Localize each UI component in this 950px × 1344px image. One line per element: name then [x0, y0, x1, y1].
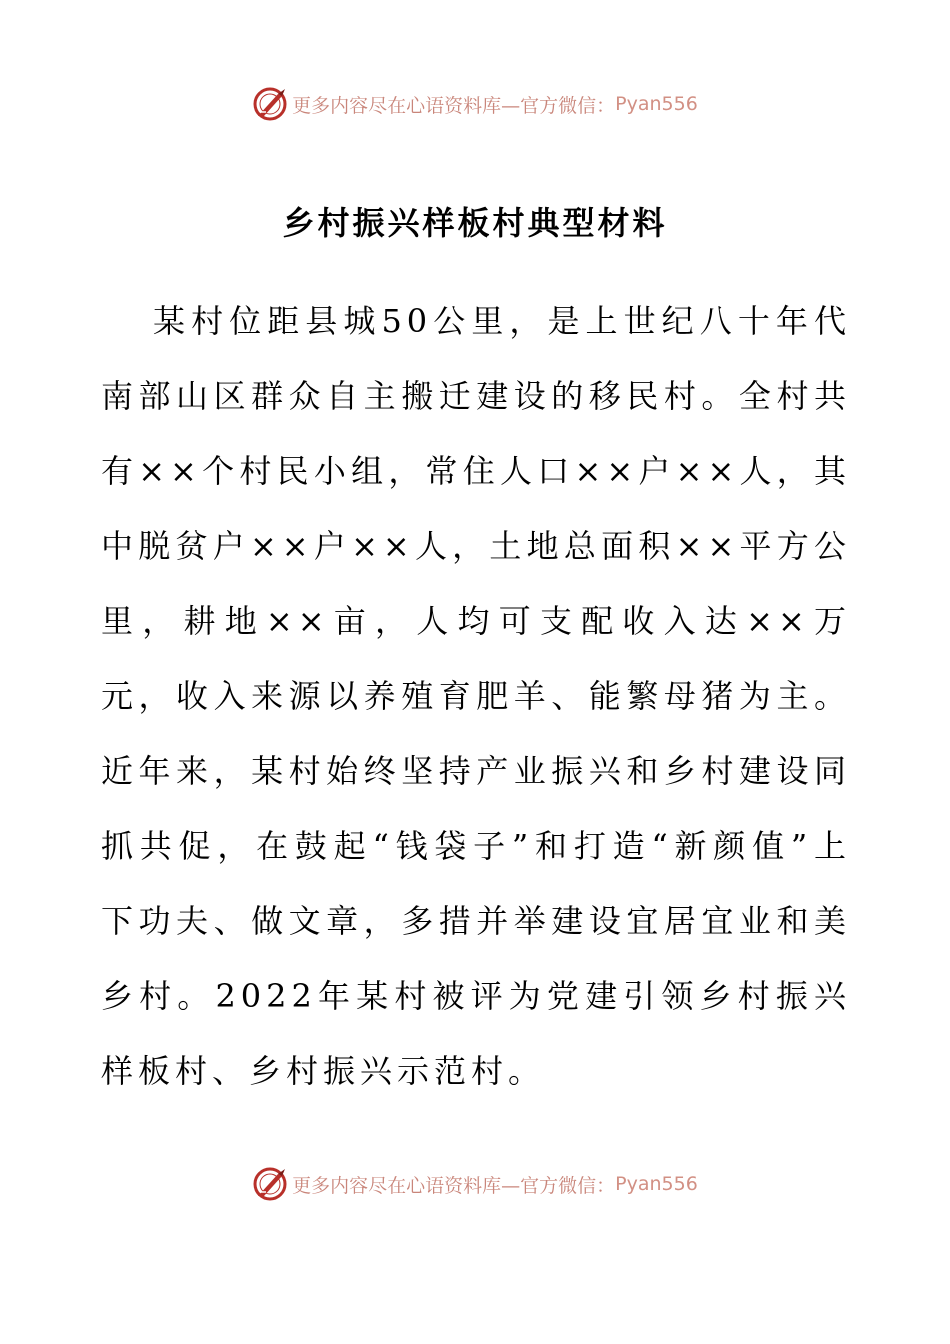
banner-text: 更多内容尽在心语资料库—官方微信： [292, 1174, 616, 1197]
wechat-id: Pyan556 [615, 1173, 698, 1195]
wechat-id: Pyan556 [615, 93, 698, 115]
footer-banner [0, 1162, 950, 1206]
quill-pen-logo-icon [252, 1166, 288, 1202]
quill-pen-logo-icon [252, 86, 288, 122]
document-title: 乡村振兴样板村典型材料 [282, 204, 668, 242]
header-banner [0, 82, 950, 126]
banner-text: 更多内容尽在心语资料库—官方微信： [292, 94, 616, 117]
body-paragraph: 某村位距县城50公里，是上世纪八十年代南部山区群众自主搬迁建设的移民村。全村共有××个村民小组，常住人口××户××人，其中脱贫户××户××人，土地总面积××平方公里，耕地××亩，人均可支配收入达××万元，收入来源以养殖育肥羊、能繁母猪为主。近年来，某村始终坚持产业振兴和乡村建设同抓共促，在鼓起“钱袋子”和打造“新颜值”上下功夫、做文章，多措并举建设宜居宜业和美乡村。2022年某村被评为党建引领乡村振兴样板村、乡村振兴示范村。 [101, 302, 851, 1090]
